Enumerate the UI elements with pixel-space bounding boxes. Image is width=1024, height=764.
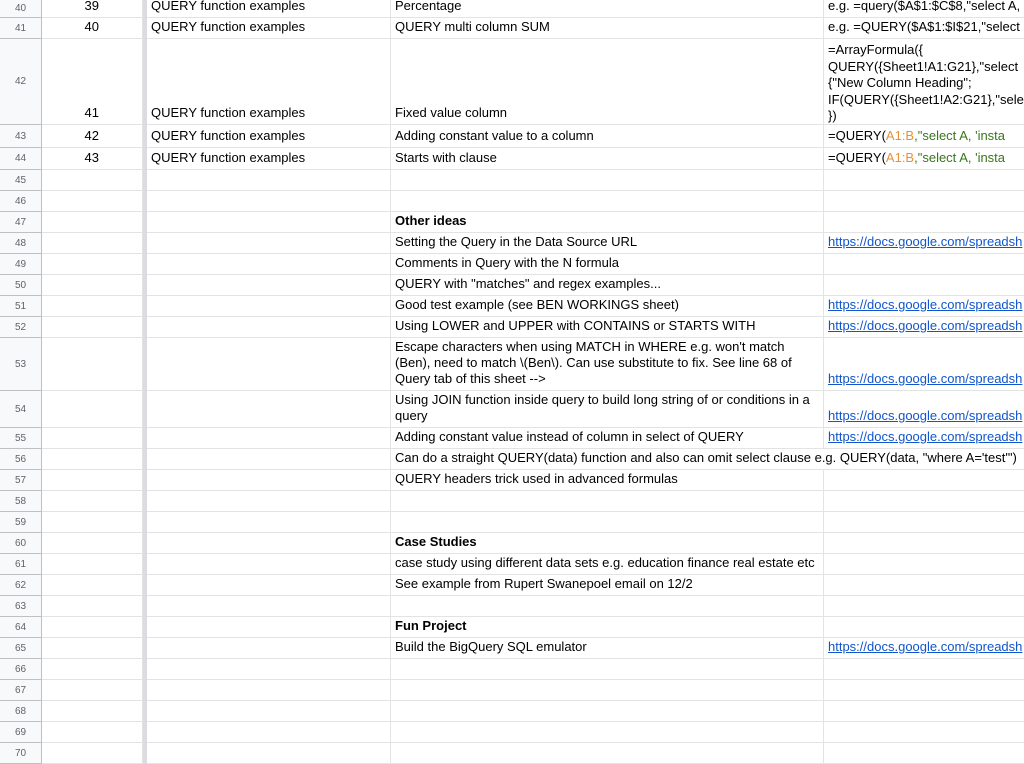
row-header[interactable]: 50	[0, 275, 42, 296]
cell-number[interactable]	[42, 575, 143, 596]
sheet-row	[0, 191, 1024, 212]
cell-number[interactable]	[42, 470, 143, 491]
cell-reference[interactable]	[824, 617, 1024, 638]
row-header[interactable]: 40	[0, 0, 42, 18]
sheet-row	[0, 338, 1024, 391]
row-header[interactable]: 45	[0, 170, 42, 191]
cell-category[interactable]	[147, 596, 391, 617]
sheet-row	[0, 317, 1024, 338]
cell-number[interactable]: 40	[42, 18, 143, 39]
cell-category[interactable]	[147, 338, 391, 391]
cell-number[interactable]	[42, 275, 143, 296]
row-header[interactable]: 65	[0, 638, 42, 659]
cell-description[interactable]: case study using different data sets e.g. education finance real estate etc	[391, 554, 824, 575]
cell-category[interactable]	[147, 491, 391, 512]
cell-number[interactable]	[42, 428, 143, 449]
formula-function: =QUERY(	[828, 128, 886, 143]
sheet-row	[0, 554, 1024, 575]
row-header[interactable]: 53	[0, 338, 42, 391]
cell-category[interactable]	[147, 317, 391, 338]
cell-category[interactable]: QUERY function examples	[147, 39, 391, 125]
cell-category[interactable]: QUERY function examples	[147, 148, 391, 170]
cell-formula[interactable]	[824, 148, 1024, 170]
cell-link[interactable]	[824, 428, 1024, 449]
cell-description[interactable]: Setting the Query in the Data Source URL	[391, 233, 824, 254]
row-header[interactable]: 69	[0, 722, 42, 743]
row-header[interactable]: 67	[0, 680, 42, 701]
sheet-row	[0, 296, 1024, 317]
cell-reference[interactable]	[824, 575, 1024, 596]
sheet-row	[0, 233, 1024, 254]
cell-description[interactable]	[391, 512, 824, 533]
sheet-row	[0, 596, 1024, 617]
sheet-row	[0, 39, 1024, 125]
sheet-row	[0, 638, 1024, 659]
cell-text: e.g. =QUERY($A$1:$I$21,"select	[828, 19, 1020, 34]
cell-category[interactable]	[147, 638, 391, 659]
cell-link[interactable]	[824, 391, 1024, 428]
sheet-row	[0, 0, 1024, 18]
section-heading-cell[interactable]: Other ideas	[391, 212, 824, 233]
cell-number[interactable]	[42, 659, 143, 680]
sheet-row	[0, 148, 1024, 170]
cell-link[interactable]	[824, 317, 1024, 338]
row-header[interactable]: 47	[0, 212, 42, 233]
cell-description[interactable]: Starts with clause	[391, 148, 824, 170]
hyperlink[interactable]: https://docs.google.com/spreadsh	[828, 371, 1023, 386]
cell-reference[interactable]	[824, 275, 1024, 296]
row-header[interactable]: 51	[0, 296, 42, 317]
cell-reference[interactable]	[824, 191, 1024, 212]
cell-number[interactable]	[42, 701, 143, 722]
cell-category[interactable]	[147, 680, 391, 701]
cell-number[interactable]	[42, 722, 143, 743]
cell-category[interactable]	[147, 191, 391, 212]
sheet-row	[0, 254, 1024, 275]
cell-category[interactable]	[147, 212, 391, 233]
cell-number[interactable]	[42, 491, 143, 512]
sheet-row	[0, 170, 1024, 191]
hyperlink[interactable]: https://docs.google.com/spreadsh	[828, 234, 1023, 249]
cell-number[interactable]	[42, 338, 143, 391]
row-header[interactable]: 42	[0, 39, 42, 125]
row-header[interactable]: 54	[0, 391, 42, 428]
cell-reference[interactable]	[824, 18, 1024, 39]
cell-description[interactable]: QUERY multi column SUM	[391, 18, 824, 39]
formula-range-ref: A1:B	[885, 128, 915, 143]
cell-reference[interactable]	[824, 0, 1024, 18]
row-header[interactable]: 52	[0, 317, 42, 338]
sheet-row	[0, 680, 1024, 701]
cell-description[interactable]: QUERY with "matches" and regex examples...	[391, 275, 824, 296]
cell-text: e.g. =query($A$1:$C$8,"select A,	[828, 0, 1021, 13]
cell-number[interactable]	[42, 449, 143, 470]
cell-formula[interactable]	[824, 39, 1024, 125]
row-header[interactable]: 63	[0, 596, 42, 617]
hyperlink[interactable]: https://docs.google.com/spreadsh	[828, 639, 1023, 654]
cell-description[interactable]	[391, 722, 824, 743]
section-heading-cell[interactable]: Fun Project	[391, 617, 824, 638]
cell-description[interactable]: Good test example (see BEN WORKINGS sheet)	[391, 296, 824, 317]
formula-lines	[828, 42, 1024, 125]
cell-number[interactable]	[42, 170, 143, 191]
cell-number[interactable]	[42, 638, 143, 659]
cell-description[interactable]	[391, 191, 824, 212]
cell-category[interactable]	[147, 233, 391, 254]
cell-category[interactable]	[147, 659, 391, 680]
cell-number[interactable]	[42, 191, 143, 212]
cell-description[interactable]	[391, 170, 824, 191]
cell-category[interactable]	[147, 701, 391, 722]
cell-link[interactable]	[824, 233, 1024, 254]
sheet-row	[0, 533, 1024, 554]
cell-number[interactable]	[42, 233, 143, 254]
cell-number[interactable]	[42, 512, 143, 533]
sheet-row	[0, 659, 1024, 680]
hyperlink[interactable]: https://docs.google.com/spreadsh	[828, 318, 1023, 333]
cell-category[interactable]: QUERY function examples	[147, 0, 391, 18]
sheet-row	[0, 743, 1024, 764]
cell-number[interactable]	[42, 391, 143, 428]
cell-category[interactable]	[147, 512, 391, 533]
formula-function: =QUERY(	[828, 150, 886, 165]
cell-reference[interactable]	[824, 470, 1024, 491]
cell-description[interactable]: Adding constant value instead of column in select of QUERY	[391, 428, 824, 449]
cell-category[interactable]: QUERY function examples	[147, 18, 391, 39]
cell-category[interactable]	[147, 575, 391, 596]
cell-reference[interactable]	[824, 212, 1024, 233]
cell-description[interactable]	[391, 659, 824, 680]
row-header[interactable]: 61	[0, 554, 42, 575]
cell-reference[interactable]	[824, 743, 1024, 764]
sheet-row	[0, 470, 1024, 491]
row-header[interactable]: 56	[0, 449, 42, 470]
row-header[interactable]: 70	[0, 743, 42, 764]
sheet-row	[0, 491, 1024, 512]
sheet-row	[0, 701, 1024, 722]
sheet-row	[0, 575, 1024, 596]
cell-description[interactable]: Percentage	[391, 0, 824, 18]
sheet-row	[0, 125, 1024, 148]
cell-number[interactable]: 41	[42, 39, 143, 125]
formula-range-ref: A1:B	[885, 150, 915, 165]
row-header[interactable]: 60	[0, 533, 42, 554]
cell-category[interactable]	[147, 449, 391, 470]
formula-line: IF(QUERY({Sheet1!A2:G21},"sele	[828, 91, 1024, 107]
row-header[interactable]: 68	[0, 701, 42, 722]
cell-reference[interactable]	[824, 680, 1024, 701]
sheet-row	[0, 391, 1024, 428]
cell-category[interactable]	[147, 170, 391, 191]
cell-number[interactable]	[42, 254, 143, 275]
cell-category[interactable]	[147, 254, 391, 275]
cell-description[interactable]: See example from Rupert Swanepoel email on 12/2	[391, 575, 824, 596]
cell-description[interactable]: Can do a straight QUERY(data) function and also can omit select clause e.g. QUERY(data, "where A='test'")	[391, 449, 824, 470]
cell-reference[interactable]	[824, 554, 1024, 575]
cell-description[interactable]	[391, 701, 824, 722]
cell-reference[interactable]	[824, 659, 1024, 680]
row-header[interactable]: 43	[0, 125, 42, 148]
hyperlink[interactable]: https://docs.google.com/spreadsh	[828, 297, 1023, 312]
cell-category[interactable]	[147, 743, 391, 764]
cell-description[interactable]	[391, 680, 824, 701]
cell-link[interactable]	[824, 638, 1024, 659]
cell-link[interactable]	[824, 296, 1024, 317]
cell-number[interactable]	[42, 212, 143, 233]
row-header[interactable]: 46	[0, 191, 42, 212]
cell-description[interactable]: Comments in Query with the N formula	[391, 254, 824, 275]
cell-link[interactable]	[824, 338, 1024, 391]
formula-string-literal: ,"select A, 'insta	[914, 150, 1006, 165]
cell-category[interactable]	[147, 533, 391, 554]
cell-reference[interactable]	[824, 596, 1024, 617]
formula-string-literal: ,"select A, 'insta	[914, 128, 1006, 143]
cell-formula[interactable]	[824, 125, 1024, 148]
row-header[interactable]: 59	[0, 512, 42, 533]
sheet-row	[0, 722, 1024, 743]
cell-category[interactable]	[147, 296, 391, 317]
cell-reference[interactable]	[824, 701, 1024, 722]
cell-number[interactable]	[42, 317, 143, 338]
cell-number[interactable]	[42, 743, 143, 764]
cell-category[interactable]	[147, 470, 391, 491]
cell-category[interactable]: QUERY function examples	[147, 125, 391, 148]
row-header[interactable]: 49	[0, 254, 42, 275]
cell-description[interactable]: Using JOIN function inside query to build long string of or conditions in a query	[391, 391, 824, 428]
row-header[interactable]: 62	[0, 575, 42, 596]
sheet-row	[0, 617, 1024, 638]
row-header[interactable]: 64	[0, 617, 42, 638]
cell-category[interactable]	[147, 428, 391, 449]
cell-category[interactable]	[147, 391, 391, 428]
cell-description[interactable]	[391, 743, 824, 764]
cell-reference[interactable]	[824, 512, 1024, 533]
hyperlink[interactable]: https://docs.google.com/spreadsh	[828, 429, 1023, 444]
cell-description[interactable]: Fixed value column	[391, 39, 824, 125]
sheet-row	[0, 512, 1024, 533]
cell-reference[interactable]	[824, 722, 1024, 743]
cell-reference[interactable]	[824, 254, 1024, 275]
sheet-row	[0, 18, 1024, 39]
row-header[interactable]: 58	[0, 491, 42, 512]
cell-number[interactable]	[42, 554, 143, 575]
cell-category[interactable]	[147, 275, 391, 296]
formula-line: })	[828, 108, 837, 123]
cell-description[interactable]: Adding constant value to a column	[391, 125, 824, 148]
row-header[interactable]: 48	[0, 233, 42, 254]
cell-category[interactable]	[147, 722, 391, 743]
cell-reference[interactable]	[824, 533, 1024, 554]
cell-description[interactable]: Build the BigQuery SQL emulator	[391, 638, 824, 659]
cell-description[interactable]	[391, 596, 824, 617]
formula-line: {"New Column Heading";	[828, 75, 972, 90]
cell-number[interactable]	[42, 680, 143, 701]
sheet-row	[0, 275, 1024, 296]
cell-number[interactable]	[42, 596, 143, 617]
cell-description[interactable]: Escape characters when using MATCH in WHERE e.g. won't match (Ben), need to match \(Ben\). Can use substitute to fix. See line 68 of Query tab of this sheet -->	[391, 338, 824, 391]
sheet-row	[0, 449, 1024, 470]
cell-number[interactable]: 42	[42, 125, 143, 148]
cell-description[interactable]: QUERY headers trick used in advanced formulas	[391, 470, 824, 491]
cell-number[interactable]	[42, 296, 143, 317]
cell-number[interactable]	[42, 533, 143, 554]
cell-description[interactable]: Using LOWER and UPPER with CONTAINS or STARTS WITH	[391, 317, 824, 338]
sheet-row	[0, 428, 1024, 449]
cell-description[interactable]	[391, 491, 824, 512]
hyperlink[interactable]: https://docs.google.com/spreadsh	[828, 408, 1023, 423]
formula-line: =ArrayFormula({	[828, 42, 923, 57]
row-header[interactable]: 66	[0, 659, 42, 680]
row-header[interactable]: 55	[0, 428, 42, 449]
cell-number[interactable]	[42, 617, 143, 638]
cell-number[interactable]: 39	[42, 0, 143, 18]
row-header[interactable]: 41	[0, 18, 42, 39]
cell-category[interactable]	[147, 554, 391, 575]
cell-reference[interactable]	[824, 170, 1024, 191]
sheet-row	[0, 212, 1024, 233]
row-header[interactable]: 44	[0, 148, 42, 170]
formula-line: QUERY({Sheet1!A1:G21},"select	[828, 58, 1019, 74]
cell-reference[interactable]	[824, 491, 1024, 512]
cell-number[interactable]: 43	[42, 148, 143, 170]
cell-category[interactable]	[147, 617, 391, 638]
section-heading-cell[interactable]: Case Studies	[391, 533, 824, 554]
row-header[interactable]: 57	[0, 470, 42, 491]
